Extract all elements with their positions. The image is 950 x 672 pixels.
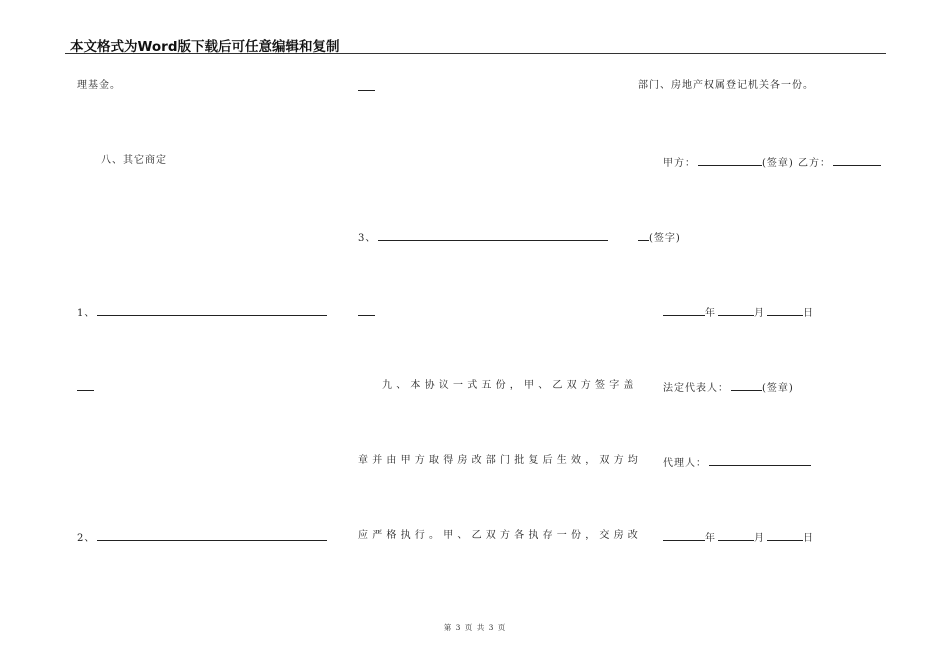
item-1-continuation-blank — [77, 380, 94, 391]
item-3-label: 3、 — [358, 233, 377, 244]
party-b-sign-row — [638, 230, 681, 245]
dept-line: 部门、房地产权属登记机关各一份。 — [638, 80, 814, 91]
item-2-continuation — [358, 80, 375, 95]
legal-rep-seal: (签章) — [762, 383, 794, 394]
fund-line: 理基金。 — [77, 80, 121, 91]
legal-rep-label: 法定代表人： — [663, 383, 729, 394]
item-3-row — [358, 230, 608, 245]
item-2-row — [77, 530, 327, 545]
party-a-seal: (签章) — [762, 158, 794, 169]
year-blank-2 — [663, 530, 705, 541]
section-9-line-3: 应严格执行。甲、乙双方各执存一份，交房改 — [358, 530, 642, 541]
item-1-blank — [97, 305, 327, 316]
item-1-continuation — [77, 380, 94, 395]
party-b-blank — [833, 155, 881, 166]
day-label-2: 日 — [803, 533, 814, 544]
page-footer: 第 3 页 共 3 页 — [443, 623, 507, 632]
month-blank-1 — [718, 305, 754, 316]
party-b-sign: (签字) — [649, 233, 681, 244]
section-9-line-2: 章并由甲方取得房改部门批复后生效，双方均 — [358, 455, 642, 466]
day-label-1: 日 — [803, 308, 814, 319]
item-3-blank — [378, 230, 608, 241]
party-b-label: 乙方： — [798, 158, 831, 169]
header-divider — [65, 53, 886, 54]
item-1-label: 1、 — [77, 308, 96, 319]
item-3-continuation — [358, 305, 375, 320]
year-blank-1 — [663, 305, 705, 316]
month-blank-2 — [718, 530, 754, 541]
year-label-1: 年 — [705, 308, 716, 319]
item-2-label: 2、 — [77, 533, 96, 544]
item-1-row — [77, 305, 327, 320]
section-9-line-1: 九、本协议一式五份，甲、乙双方签字盖 — [382, 380, 638, 391]
month-label-1: 月 — [754, 308, 765, 319]
year-label-2: 年 — [705, 533, 716, 544]
agent-row — [663, 455, 811, 470]
date-row-1 — [663, 305, 814, 320]
item-2-continuation-blank — [358, 80, 375, 91]
party-a-label: 甲方： — [663, 158, 696, 169]
party-b-sign-blank — [638, 230, 649, 241]
party-a-blank — [698, 155, 762, 166]
day-blank-2 — [767, 530, 803, 541]
legal-rep-row — [663, 380, 794, 395]
date-row-2 — [663, 530, 814, 545]
agent-blank — [709, 455, 811, 466]
day-blank-1 — [767, 305, 803, 316]
item-3-continuation-blank — [358, 305, 375, 316]
party-signature-row — [663, 155, 881, 170]
item-2-blank — [97, 530, 327, 541]
header-title: 本文格式为Word版下载后可任意编辑和复制 — [70, 39, 340, 55]
legal-rep-blank — [731, 380, 762, 391]
month-label-2: 月 — [754, 533, 765, 544]
agent-label: 代理人： — [663, 458, 707, 469]
section-8-heading: 八、其它商定 — [101, 155, 167, 166]
